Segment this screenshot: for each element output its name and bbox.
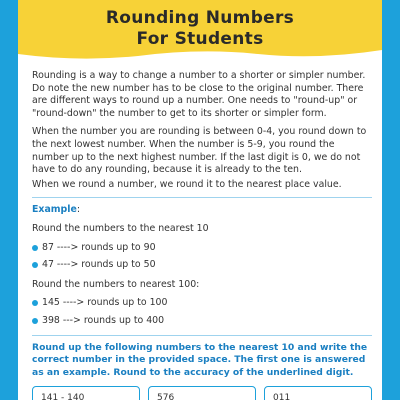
list-item [32,259,372,272]
group2-list [32,297,372,327]
bullet-dot-icon [32,318,38,324]
exercise-instruction: Round up the following numbers to the nearest 10 and write the correct number in the provided space. The first one is answered as an example. Round to the accuracy of the underlined digit. [32,341,368,379]
answer-box-2[interactable]: 576 [148,386,256,400]
example-label: Example [32,204,77,216]
group2-heading: Round the numbers to nearest 100: [32,278,200,290]
list-item-text: 87 ----> rounds up to 90 [42,241,156,253]
example-heading [32,204,372,217]
list-item-text: 145 ----> rounds up to 100 [42,297,168,309]
list-item-text: 47 ----> rounds up to 50 [42,259,156,271]
list-item [32,297,372,310]
bullet-dot-icon [32,262,38,268]
title-banner [18,0,382,62]
intro-paragraph: Rounding is a way to change a number to a shorter or simpler number. Do note the new number has to be close to the original number. There are different ways to round up a number. One needs to "round-up" or "round-down" the number to get to its shorter or simpler form. [32,70,366,119]
section-divider [32,197,372,198]
bullet-dot-icon [32,245,38,251]
rule-note: When we round a number, we round it to the nearest place value. [32,178,342,190]
rule-paragraph: When the number you are rounding is between 0-4, you round down to the next lowest number. When the number is 5-9, you round the number up to the next highest number. If the last digit is 0, we do not have to do any rounding, because it is already to the ten. [32,126,367,176]
list-item [32,315,372,328]
example-colon: : [76,204,81,216]
bullet-dot-icon [32,300,38,306]
answer-box-1[interactable]: 141 - 140 [32,386,140,400]
list-item-text: 398 ---> rounds up to 400 [42,314,165,326]
title-line-1: Rounding Numbers [105,8,295,28]
section-divider [32,335,372,336]
group1-list [32,242,372,272]
group1-heading: Round the numbers to the nearest 10 [32,222,209,234]
worksheet-content [32,70,372,400]
answer-box-3[interactable]: 011 [264,386,372,400]
title-line-2: For Students [136,29,264,49]
page-title [18,8,382,50]
answer-row [32,386,372,400]
worksheet-page [18,0,382,400]
list-item [32,242,372,255]
